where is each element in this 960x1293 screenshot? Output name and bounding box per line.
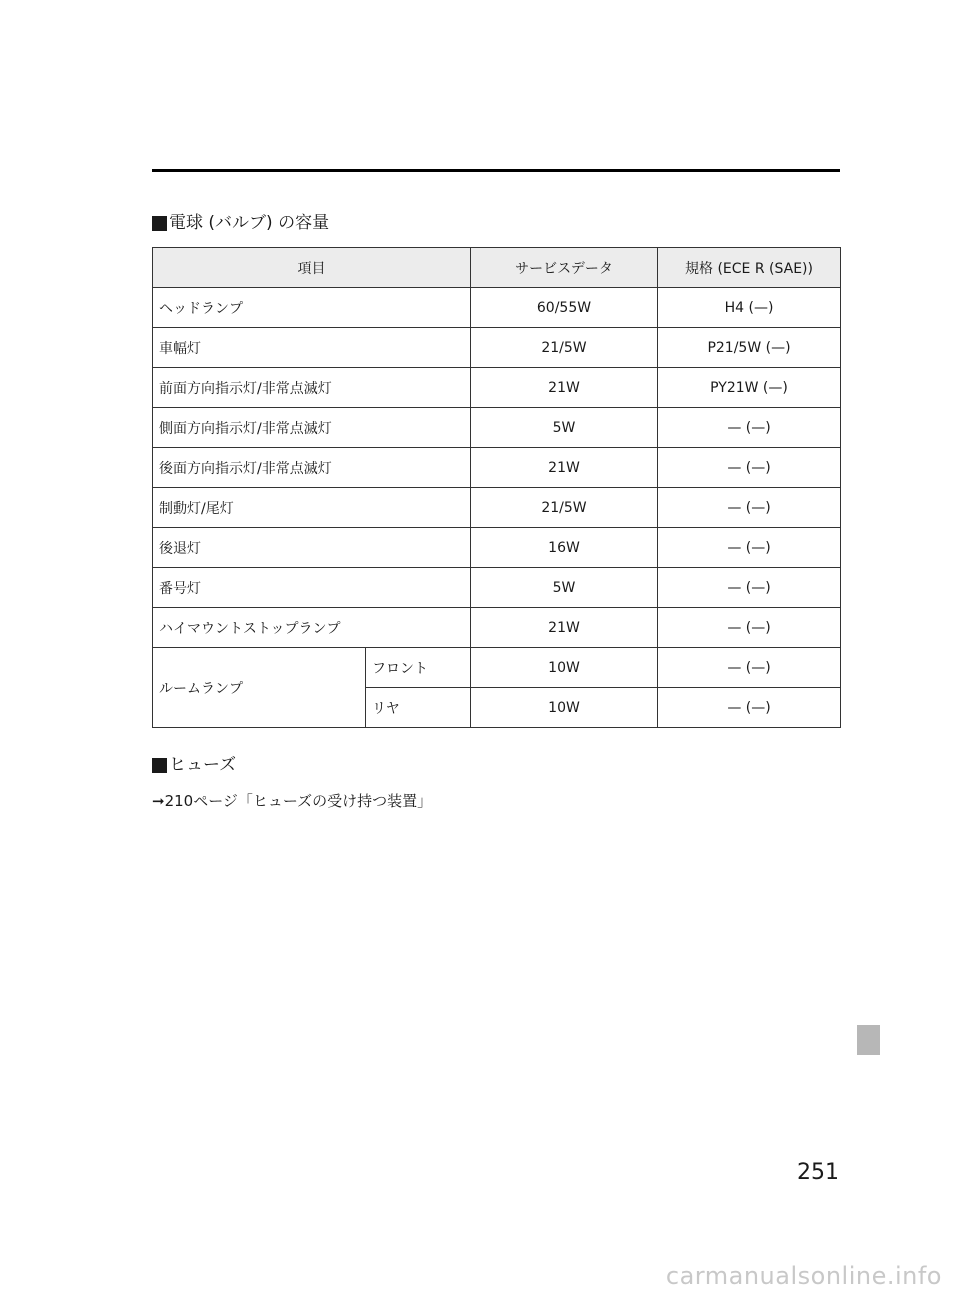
row-value: 5W xyxy=(471,408,658,448)
row-spec: H4 (—) xyxy=(658,288,841,328)
table-row xyxy=(153,448,841,488)
table-row xyxy=(153,328,841,368)
table-row xyxy=(153,568,841,608)
top-rule xyxy=(152,169,840,172)
row-spec: — (—) xyxy=(658,448,841,488)
header-item: 項目 xyxy=(153,248,471,288)
row-name-room-lamp: ルームランプ xyxy=(153,648,366,728)
row-value: 5W xyxy=(471,568,658,608)
row-spec: P21/5W (—) xyxy=(658,328,841,368)
section-title: ヒューズ xyxy=(169,755,237,775)
square-bullet-icon xyxy=(152,216,167,231)
row-name: 車幅灯 xyxy=(153,328,471,368)
table-row xyxy=(153,528,841,568)
row-value: 21W xyxy=(471,608,658,648)
row-name: 側面方向指示灯/非常点滅灯 xyxy=(153,408,471,448)
row-spec: — (—) xyxy=(658,608,841,648)
table-row xyxy=(153,608,841,648)
watermark-text: carmanualsonline.info xyxy=(665,1262,942,1290)
page-number: 251 xyxy=(797,1160,839,1185)
row-name: 番号灯 xyxy=(153,568,471,608)
row-name: 制動灯/尾灯 xyxy=(153,488,471,528)
header-standard: 規格 (ECE R (SAE)) xyxy=(658,248,841,288)
table-header-row xyxy=(153,248,841,288)
row-value: 21/5W xyxy=(471,488,658,528)
row-value: 21W xyxy=(471,368,658,408)
section-heading-fuse xyxy=(152,754,236,776)
chapter-index-tab xyxy=(857,1025,880,1055)
watermark xyxy=(0,1262,960,1290)
row-spec: — (—) xyxy=(658,488,841,528)
row-spec: — (—) xyxy=(658,648,841,688)
table-row xyxy=(153,288,841,328)
bulb-capacity-table xyxy=(152,247,841,728)
row-name: ハイマウントストップランプ xyxy=(153,608,471,648)
row-spec: — (—) xyxy=(658,528,841,568)
fuse-page-reference[interactable]: ➞210ページ「ヒューズの受け持つ装置」 xyxy=(152,792,433,810)
row-value: 21W xyxy=(471,448,658,488)
row-sublabel: リヤ xyxy=(366,688,471,728)
row-name: 後退灯 xyxy=(153,528,471,568)
row-name: 前面方向指示灯/非常点滅灯 xyxy=(153,368,471,408)
table-row xyxy=(153,368,841,408)
section-title: 電球 (バルブ) の容量 xyxy=(169,213,330,233)
square-bullet-icon xyxy=(152,758,167,773)
table-row xyxy=(153,488,841,528)
row-value: 60/55W xyxy=(471,288,658,328)
row-value: 10W xyxy=(471,648,658,688)
row-name: ヘッドランプ xyxy=(153,288,471,328)
row-spec: — (—) xyxy=(658,568,841,608)
row-value: 21/5W xyxy=(471,328,658,368)
table-row-room-lamp-front xyxy=(153,648,841,688)
row-value: 16W xyxy=(471,528,658,568)
header-service-data: サービスデータ xyxy=(471,248,658,288)
row-spec: — (—) xyxy=(658,688,841,728)
section-heading-bulb-capacity xyxy=(152,212,329,234)
row-spec: PY21W (—) xyxy=(658,368,841,408)
row-spec: — (—) xyxy=(658,408,841,448)
row-sublabel: フロント xyxy=(366,648,471,688)
row-value: 10W xyxy=(471,688,658,728)
table-row xyxy=(153,408,841,448)
row-name: 後面方向指示灯/非常点滅灯 xyxy=(153,448,471,488)
